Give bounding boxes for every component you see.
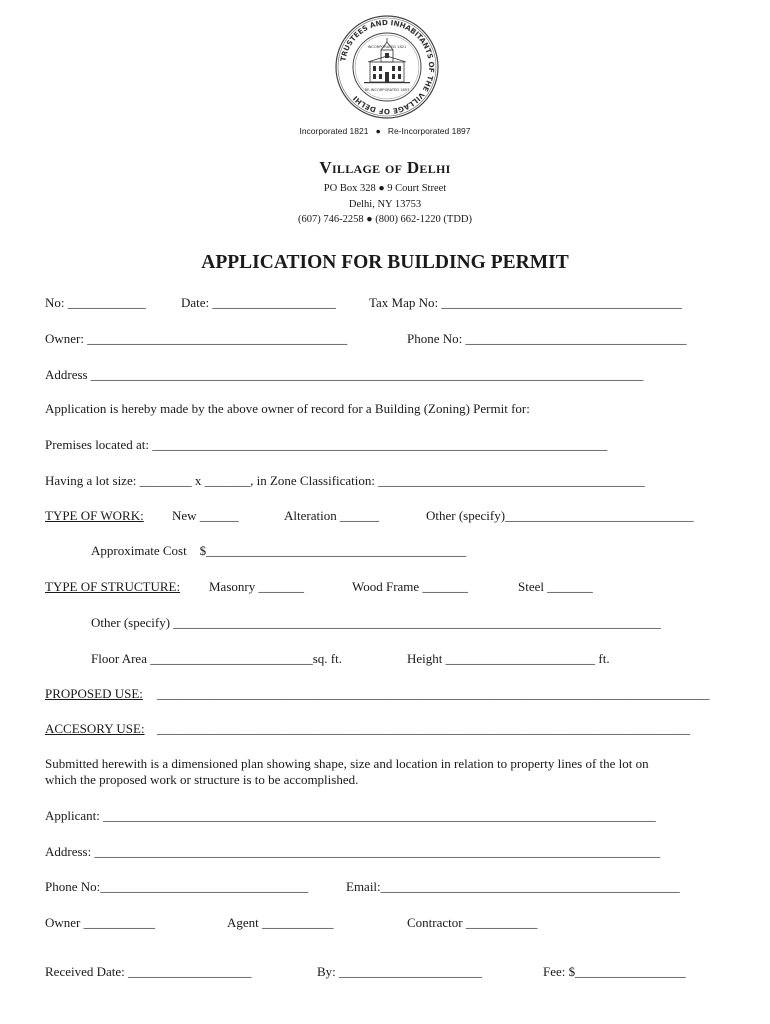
height-field[interactable]: Height _______________________ ft. [407, 651, 610, 666]
application-statement: Application is hereby made by the above owner of record for a Building (Zoning) Permit for: [45, 401, 530, 416]
phone-field[interactable]: Phone No: __________________________________ [407, 331, 687, 346]
tax-map-field[interactable]: Tax Map No: _____________________________________ [369, 295, 682, 310]
accessory-use-label: ACCESORY USE: [45, 721, 145, 736]
applicant-phone-field[interactable]: Phone No:________________________________ [45, 879, 309, 894]
submitted-statement-line-2: which the proposed work or structure is to be accomplished. [45, 772, 359, 787]
applicant-address-field[interactable]: Address: _______________________________________________________________________________________ [45, 844, 660, 859]
address-line-1: PO Box 328 ● 9 Court Street [323, 183, 447, 194]
approximate-cost-field[interactable]: Approximate Cost $________________________________________ [91, 543, 467, 558]
structure-masonry-field[interactable]: Masonry _______ [209, 579, 304, 594]
type-of-structure-label: TYPE OF STRUCTURE: [45, 579, 181, 594]
applicant-field[interactable]: Applicant: _____________________________________________________________________________________ [45, 808, 656, 823]
proposed-use-label: PROPOSED USE: [45, 686, 143, 701]
bullet-icon: ● [370, 126, 386, 136]
received-by-field[interactable]: By: ______________________ [317, 964, 483, 979]
svg-text:RE-INCORPORATED 1897: RE-INCORPORATED 1897 [364, 88, 410, 92]
village-name: Village of Delhi [319, 158, 451, 177]
form-title: APPLICATION FOR BUILDING PERMIT [201, 252, 569, 273]
fee-field[interactable]: Fee: $_________________ [543, 964, 686, 979]
applicant-email-field[interactable]: Email:______________________________________________ [346, 879, 680, 894]
work-new-field[interactable]: New ______ [172, 508, 239, 523]
work-alteration-field[interactable]: Alteration ______ [284, 508, 379, 523]
incorporation-line [0, 126, 770, 136]
address-line-2: Delhi, NY 13753 [348, 199, 422, 210]
premises-field[interactable]: Premises located at: ______________________________________________________________________ [45, 437, 608, 452]
contractor-check-field[interactable]: Contractor ___________ [407, 915, 538, 930]
svg-text:TRUSTEES AND INHABITANTS OF TH: TRUSTEES AND INHABITANTS OF THE VILLAGE OF DELHI [338, 17, 437, 117]
structure-other-field[interactable]: Other (specify) ___________________________________________________________________________ [91, 615, 661, 630]
structure-wood-field[interactable]: Wood Frame _______ [352, 579, 468, 594]
date-field[interactable]: Date: ___________________ [181, 295, 336, 310]
submitted-statement-line-1: Submitted herewith is a dimensioned plan showing shape, size and location in relation to property lines of the lot on [45, 756, 649, 771]
floor-area-field[interactable]: Floor Area _________________________sq. ft. [91, 651, 342, 666]
structure-steel-field[interactable]: Steel _______ [518, 579, 593, 594]
work-other-field[interactable]: Other (specify)_____________________________ [426, 508, 694, 523]
reincorporated-text: Re-Incorporated 1897 [387, 126, 471, 136]
village-seal-logo [334, 14, 440, 120]
owner-field[interactable]: Owner: ________________________________________ [45, 331, 348, 346]
incorporated-text: Incorporated 1821 [299, 126, 369, 136]
svg-text:INCORPORATED 1821: INCORPORATED 1821 [367, 45, 407, 49]
no-field[interactable]: No: ____________ [45, 295, 146, 310]
owner-check-field[interactable]: Owner ___________ [45, 915, 156, 930]
address-field[interactable]: Address _____________________________________________________________________________________ [45, 367, 644, 382]
phone-line: (607) 746-2258 ● (800) 662-1220 (TDD) [297, 214, 473, 225]
received-date-field[interactable]: Received Date: ___________________ [45, 964, 252, 979]
accessory-use-field[interactable]: __________________________________________________________________________________ [157, 721, 690, 736]
proposed-use-field[interactable]: _____________________________________________________________________________________ [157, 686, 710, 701]
lot-size-field[interactable]: Having a lot size: ________ x _______, in Zone Classification: _________________________________________ [45, 473, 645, 488]
type-of-work-label: TYPE OF WORK: [45, 508, 144, 523]
agent-check-field[interactable]: Agent ___________ [227, 915, 334, 930]
